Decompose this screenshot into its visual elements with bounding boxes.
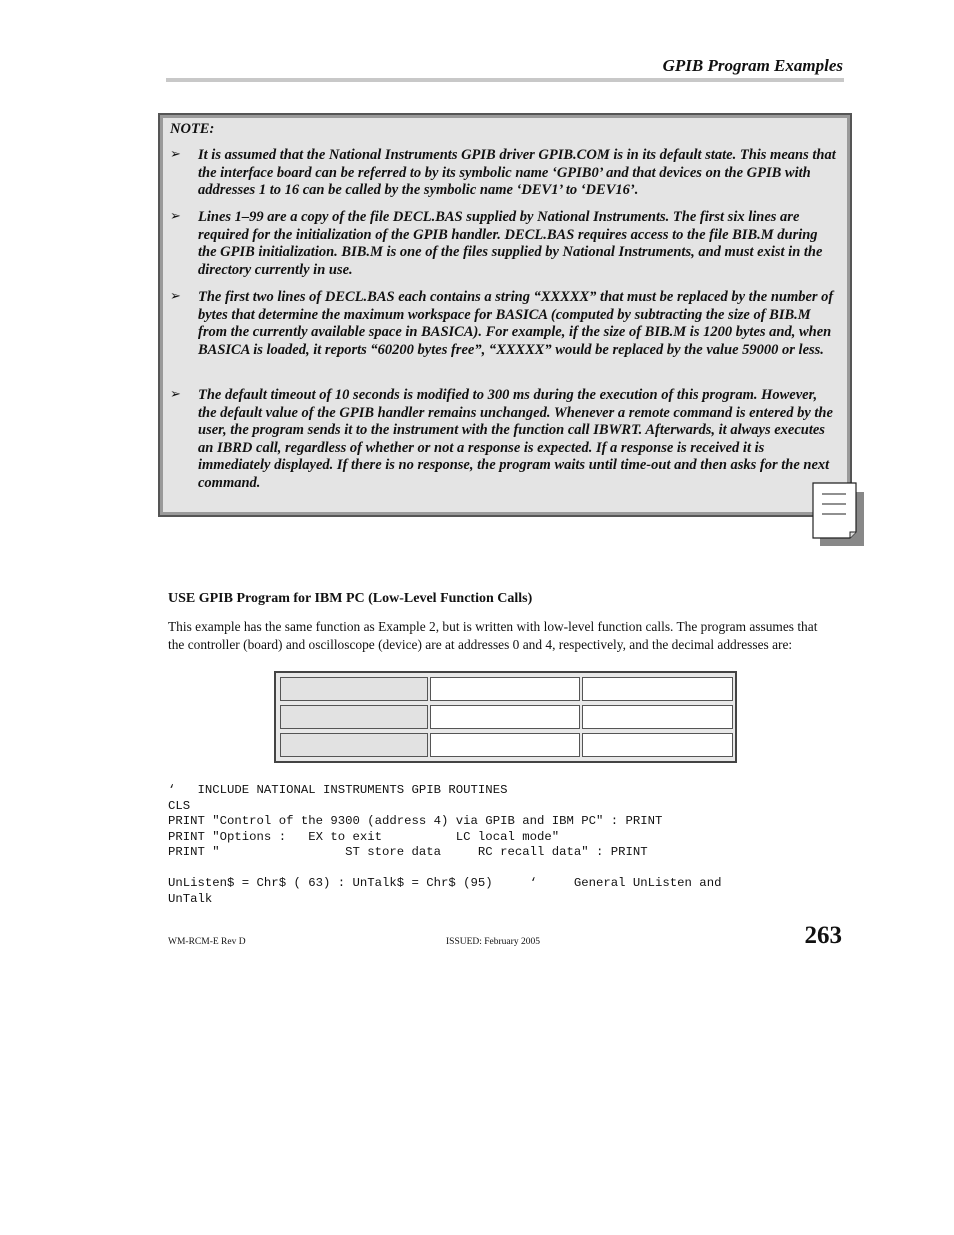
arrow-bullet-icon: ➢ (170, 387, 181, 402)
page-number: 263 (804, 922, 842, 949)
footer-issued: ISSUED: February 2005 (446, 937, 540, 947)
address-table-cell (430, 733, 580, 757)
address-table-cell (582, 705, 733, 729)
code-line: ‘ INCLUDE NATIONAL INSTRUMENTS GPIB ROUTINES (168, 783, 508, 797)
note-item-text: The first two lines of DECL.BAS each contains a string “XXXXX” that must be replaced by the number of bytes that determine the maximum workspace for BASICA (computed by subtracting the size of BIB.M from the currently available space in BASICA). For example, if the size of BIB.M is 1200 bytes and, when BASICA is loaded, it reports “60200 bytes free”, “XXXXX” would be replaced by the value 59000 or less. (198, 289, 834, 358)
note-item (170, 147, 838, 200)
note-item-text: The default timeout of 10 seconds is modified to 300 ms during the execution of this program. However, the default value of the GPIB handler remains unchanged. Whenever a remote command is entered by the user, the program sends it to the instrument with the function call IBWRT. Afterwards, it always executes an IBRD call, regardless of whether or not a response is expected. If a response is received it is immediately displayed. If there is no response, the program waits until time-out and then asks for the next command. (198, 387, 833, 491)
code-line (168, 861, 848, 877)
code-line: PRINT " ST store data RC recall data" : PRINT (168, 845, 648, 859)
note-item (170, 387, 838, 493)
code-line: PRINT "Options : EX to exit LC local mode" (168, 829, 560, 844)
code-line: UnTalk (168, 891, 213, 906)
address-table-cell (280, 705, 428, 729)
arrow-bullet-icon: ➢ (170, 209, 181, 224)
address-table-cell (582, 733, 733, 757)
address-table (274, 671, 737, 763)
code-line: UnListen$ = Chr$ ( 63) : UnTalk$ = Chr$ (95) ‘ General UnListen and (168, 876, 722, 890)
address-table-cell (280, 677, 428, 701)
page-header-title: GPIB Program Examples (662, 56, 843, 75)
footer-doc-id: WM-RCM-E Rev D (168, 937, 246, 947)
code-line: CLS (168, 798, 191, 813)
code-listing (168, 783, 848, 907)
header-rule (166, 78, 844, 82)
note-box (158, 113, 852, 517)
code-line: PRINT "Control of the 9300 (address 4) via GPIB and IBM PC" : PRINT (168, 814, 663, 828)
note-item-text: Lines 1–99 are a copy of the file DECL.BAS supplied by National Instruments. The first six lines are required for the initialization of the GPIB handler. DECL.BAS requires access to the file BIB.M during the GPIB initialization. BIB.M is one of the files supplied by National Instruments, and must exist in the directory currently in use. (198, 209, 823, 278)
section-heading: USE GPIB Program for IBM PC (Low-Level Function Calls) (168, 591, 533, 606)
address-table-cell (430, 705, 580, 729)
note-label: NOTE: (170, 121, 215, 137)
note-page-icon (812, 482, 864, 546)
section-intro: This example has the same function as Example 2, but is written with low-level function calls. The program assumes that the controller (board) and oscilloscope (device) are at addresses 0 and 4, respectively, and the decimal addresses are: (168, 619, 818, 652)
note-item (170, 209, 838, 279)
arrow-bullet-icon: ➢ (170, 147, 181, 162)
note-item-text: It is assumed that the National Instruments GPIB driver GPIB.COM is in its default state. This means that the interface board can be referred to by its symbolic name ‘GPIB0’ and that devices on the GPIB with addresses 1 to 16 can be called by the symbolic name ‘DEV1’ to ‘DEV16’. (198, 147, 836, 199)
address-table-cell (582, 677, 733, 701)
arrow-bullet-icon: ➢ (170, 289, 181, 304)
address-table-cell (280, 733, 428, 757)
note-item (170, 289, 838, 359)
address-table-cell (430, 677, 580, 701)
